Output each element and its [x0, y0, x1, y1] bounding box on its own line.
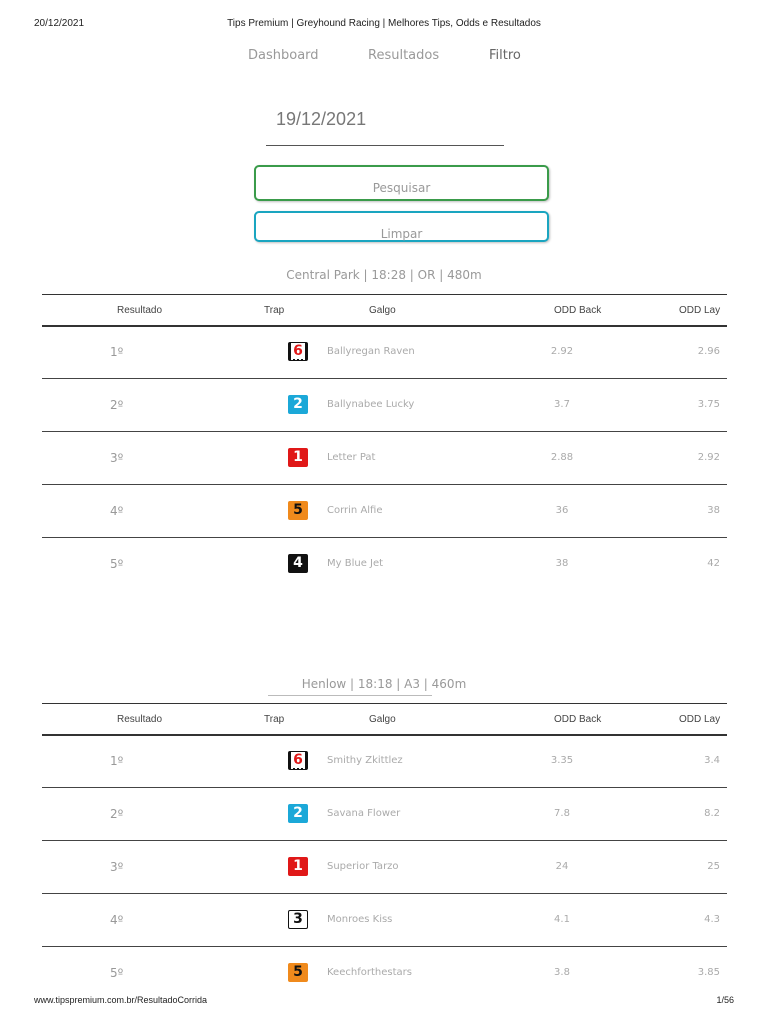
race-title: Henlow | 18:18 | A3 | 460m	[301, 677, 467, 691]
header-odd-lay[interactable]: ODD Lay	[679, 305, 721, 316]
trap-number: 6	[293, 343, 303, 359]
header-odd-back[interactable]: ODD Back	[554, 714, 602, 725]
odd-back-value: 3.35	[550, 755, 574, 766]
trap-number: 1	[293, 858, 303, 874]
header-dog[interactable]: Galgo	[369, 714, 396, 725]
dog-name: Savana Flower	[327, 808, 401, 819]
trap-number: 5	[293, 502, 303, 518]
result-position: 4º	[110, 504, 124, 518]
table-row	[42, 735, 727, 788]
header-dog[interactable]: Galgo	[369, 305, 396, 316]
dog-name: Keechforthestars	[327, 967, 412, 978]
result-position: 2º	[110, 398, 124, 412]
print-url: www.tipspremium.com.br/ResultadoCorrida	[34, 995, 208, 1005]
odd-lay-value: 2.96	[697, 346, 720, 357]
trap-3-icon	[288, 910, 308, 929]
race-title-underline	[268, 695, 432, 696]
trap-number: 3	[293, 911, 303, 927]
print-footer	[0, 995, 768, 1009]
trap-5-icon	[288, 501, 308, 520]
result-position: 4º	[110, 913, 124, 927]
table-row	[42, 432, 727, 485]
print-header	[0, 18, 768, 32]
header-trap[interactable]: Trap	[264, 305, 285, 316]
date-field	[266, 108, 504, 146]
dog-name: Superior Tarzo	[327, 861, 399, 872]
dog-name: Letter Pat	[327, 452, 376, 463]
result-position: 1º	[110, 345, 124, 359]
header-odd-lay[interactable]: ODD Lay	[679, 714, 721, 725]
result-position: 3º	[110, 860, 124, 874]
table-header	[42, 703, 727, 736]
table-row	[42, 538, 727, 591]
odd-back-value: 24	[555, 861, 569, 872]
trap-2-icon	[288, 804, 308, 823]
table-row	[42, 841, 727, 894]
odd-lay-value: 42	[707, 558, 720, 569]
header-odd-back[interactable]: ODD Back	[554, 305, 602, 316]
table-header	[42, 294, 727, 327]
print-date: 20/12/2021	[34, 18, 85, 29]
odd-back-value: 38	[555, 558, 569, 569]
trap-number: 5	[293, 964, 303, 980]
result-position: 2º	[110, 807, 124, 821]
clear-button-label: Limpar	[380, 227, 423, 241]
result-position: 3º	[110, 451, 124, 465]
dog-name: Monroes Kiss	[327, 914, 393, 925]
trap-1-icon	[288, 857, 308, 876]
odd-lay-value: 3.75	[697, 399, 720, 410]
dog-name: My Blue Jet	[327, 558, 384, 569]
dog-name: Smithy Zkittlez	[327, 755, 403, 766]
nav-filtro[interactable]: Filtro	[489, 48, 521, 63]
dog-name: Corrin Alfie	[327, 505, 383, 516]
result-position: 5º	[110, 557, 124, 571]
table-row	[42, 947, 727, 1000]
table-row	[42, 326, 727, 379]
odd-back-value: 4.1	[554, 914, 570, 925]
nav-resultados[interactable]: Resultados	[368, 48, 440, 63]
trap-1-icon	[288, 448, 308, 467]
result-position: 1º	[110, 754, 124, 768]
odd-back-value: 7.8	[554, 808, 570, 819]
trap-number: 6	[293, 752, 303, 768]
odd-lay-value: 38	[707, 505, 720, 516]
print-page-number: 1/56	[716, 995, 734, 1005]
trap-4-icon	[288, 554, 308, 573]
odd-back-value: 2.88	[550, 452, 574, 463]
table-row	[42, 788, 727, 841]
trap-number: 4	[293, 555, 303, 571]
dog-name: Ballyregan Raven	[327, 346, 415, 357]
header-result[interactable]: Resultado	[117, 305, 163, 316]
trap-2-icon	[288, 395, 308, 414]
date-input[interactable]	[266, 108, 504, 130]
header-trap[interactable]: Trap	[264, 714, 285, 725]
table-row	[42, 379, 727, 432]
odd-lay-value: 2.92	[697, 452, 720, 463]
trap-number: 2	[293, 805, 303, 821]
trap-number: 1	[293, 449, 303, 465]
dog-name: Ballynabee Lucky	[327, 399, 415, 410]
result-position: 5º	[110, 966, 124, 980]
clear-button[interactable]	[254, 211, 549, 242]
odd-lay-value: 4.3	[704, 914, 720, 925]
header-result[interactable]: Resultado	[117, 714, 163, 725]
odd-lay-value: 8.2	[704, 808, 720, 819]
odd-back-value: 2.92	[550, 346, 574, 357]
trap-6-icon	[288, 342, 308, 361]
odd-lay-value: 3.4	[704, 755, 720, 766]
search-button[interactable]	[254, 165, 549, 201]
table-row	[42, 485, 727, 538]
odd-lay-value: 3.85	[697, 967, 720, 978]
trap-number: 2	[293, 396, 303, 412]
trap-6-icon	[288, 751, 308, 770]
odd-back-value: 3.7	[554, 399, 570, 410]
odd-back-value: 3.8	[554, 967, 570, 978]
nav-dashboard[interactable]: Dashboard	[248, 48, 319, 63]
print-title: Tips Premium | Greyhound Racing | Melhores Tips, Odds e Resultados	[227, 18, 541, 29]
top-nav	[0, 48, 768, 68]
trap-5-icon	[288, 963, 308, 982]
table-row	[42, 894, 727, 947]
race-title: Central Park | 18:28 | OR | 480m	[286, 268, 482, 282]
search-button-label: Pesquisar	[372, 181, 431, 195]
odd-lay-value: 25	[707, 861, 720, 872]
odd-back-value: 36	[555, 505, 569, 516]
